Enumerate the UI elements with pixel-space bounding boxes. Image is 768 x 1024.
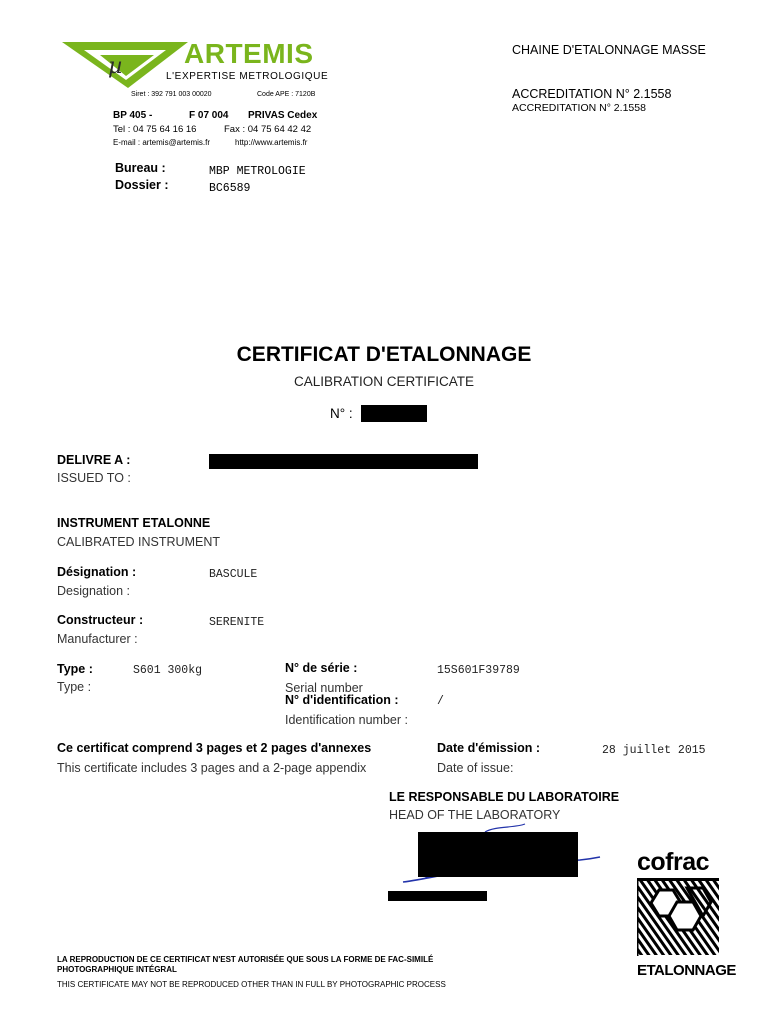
type-label-en: Type : <box>57 680 92 694</box>
certificate-number-label: N° : <box>330 406 353 421</box>
cofrac-label: ETALONNAGE <box>637 962 736 979</box>
certificate-subtitle: CALIBRATION CERTIFICATE <box>293 374 475 389</box>
instrument-heading-en: CALIBRATED INSTRUMENT <box>57 535 220 549</box>
issued-to-redaction <box>209 454 478 469</box>
certificate-number-redaction <box>361 405 427 422</box>
cofrac-name: cofrac <box>637 848 710 876</box>
bureau-value: MBP METROLOGIE <box>209 165 306 178</box>
company-tel: Tel : 04 75 64 16 16 <box>113 124 197 135</box>
issued-to-label-en: ISSUED TO : <box>57 471 131 485</box>
company-email: E-mail : artemis@artemis.fr <box>113 138 211 147</box>
lab-head-title: LE RESPONSABLE DU LABORATOIRE <box>389 790 620 804</box>
issued-to-label: DELIVRE A : <box>57 453 131 467</box>
identification-label: N° d'identification : <box>285 693 399 707</box>
dossier-label: Dossier : <box>115 178 169 192</box>
type-label: Type : <box>57 662 93 676</box>
address-postal: F 07 004 <box>189 110 229 121</box>
serial-label: N° de série : <box>285 661 358 675</box>
designation-label-en: Designation : <box>57 584 130 598</box>
artemis-logo-icon <box>62 42 190 90</box>
address-city: PRIVAS Cedex <box>248 110 318 121</box>
address-bp: BP 405 - <box>113 110 153 121</box>
company-website: http://www.artemis.fr <box>235 138 308 147</box>
type-value: S601 300kg <box>133 664 203 677</box>
cofrac-logo-icon <box>637 878 719 956</box>
issue-date-label-en: Date of issue: <box>437 761 514 775</box>
serial-value: 15S601F39789 <box>437 664 520 677</box>
dossier-value: BC6589 <box>209 182 251 195</box>
reproduction-notice-fr-line2: PHOTOGRAPHIQUE INTÉGRAL <box>57 965 177 974</box>
manufacturer-label: Constructeur : <box>57 613 144 627</box>
company-siret: Siret : 392 791 003 00020 <box>131 91 212 98</box>
identification-label-en: Identification number : <box>285 713 408 727</box>
manufacturer-label-en: Manufacturer : <box>57 632 138 646</box>
manufacturer-value: SERENITE <box>209 616 265 629</box>
reproduction-notice-fr-line1: LA REPRODUCTION DE CE CERTIFICAT N'EST AUTORISÉE QUE SOUS LA FORME DE FAC-SIMILÉ <box>57 955 434 964</box>
accreditation-en: ACCREDITATION N° 2.1558 <box>512 102 646 114</box>
company-tagline: L'EXPERTISE METROLOGIQUE <box>166 71 329 82</box>
company-fax: Fax : 04 75 64 42 42 <box>224 124 312 135</box>
designation-value: BASCULE <box>209 568 258 581</box>
logo-mu-symbol: µ <box>108 54 123 79</box>
certificate-title: CERTIFICAT D'ETALONNAGE <box>236 343 532 366</box>
identification-value: / <box>437 695 444 708</box>
calibration-chain: CHAINE D'ETALONNAGE MASSE <box>512 43 706 57</box>
company-name: ARTEMIS <box>184 38 314 69</box>
lab-head-title-en: HEAD OF THE LABORATORY <box>389 808 561 822</box>
company-code-ape: Code APE : 7120B <box>257 91 316 98</box>
reproduction-notice-en: THIS CERTIFICATE MAY NOT BE REPRODUCED OTHER THAN IN FULL BY PHOTOGRAPHIC PROCESS <box>57 980 446 989</box>
bureau-label: Bureau : <box>115 161 166 175</box>
instrument-heading: INSTRUMENT ETALONNE <box>57 516 211 530</box>
signatory-name-redaction <box>388 891 487 901</box>
serial-label-en: Serial number <box>285 681 363 695</box>
pages-note-en: This certificate includes 3 pages and a 2-page appendix <box>57 761 367 775</box>
accreditation: ACCREDITATION N° 2.1558 <box>512 87 672 101</box>
designation-label: Désignation : <box>57 565 137 579</box>
issue-date-value: 28 juillet 2015 <box>602 744 706 757</box>
issue-date-label: Date d'émission : <box>437 741 540 755</box>
pages-note: Ce certificat comprend 3 pages et 2 pages d'annexes <box>57 741 372 755</box>
signature-redaction <box>418 832 578 877</box>
